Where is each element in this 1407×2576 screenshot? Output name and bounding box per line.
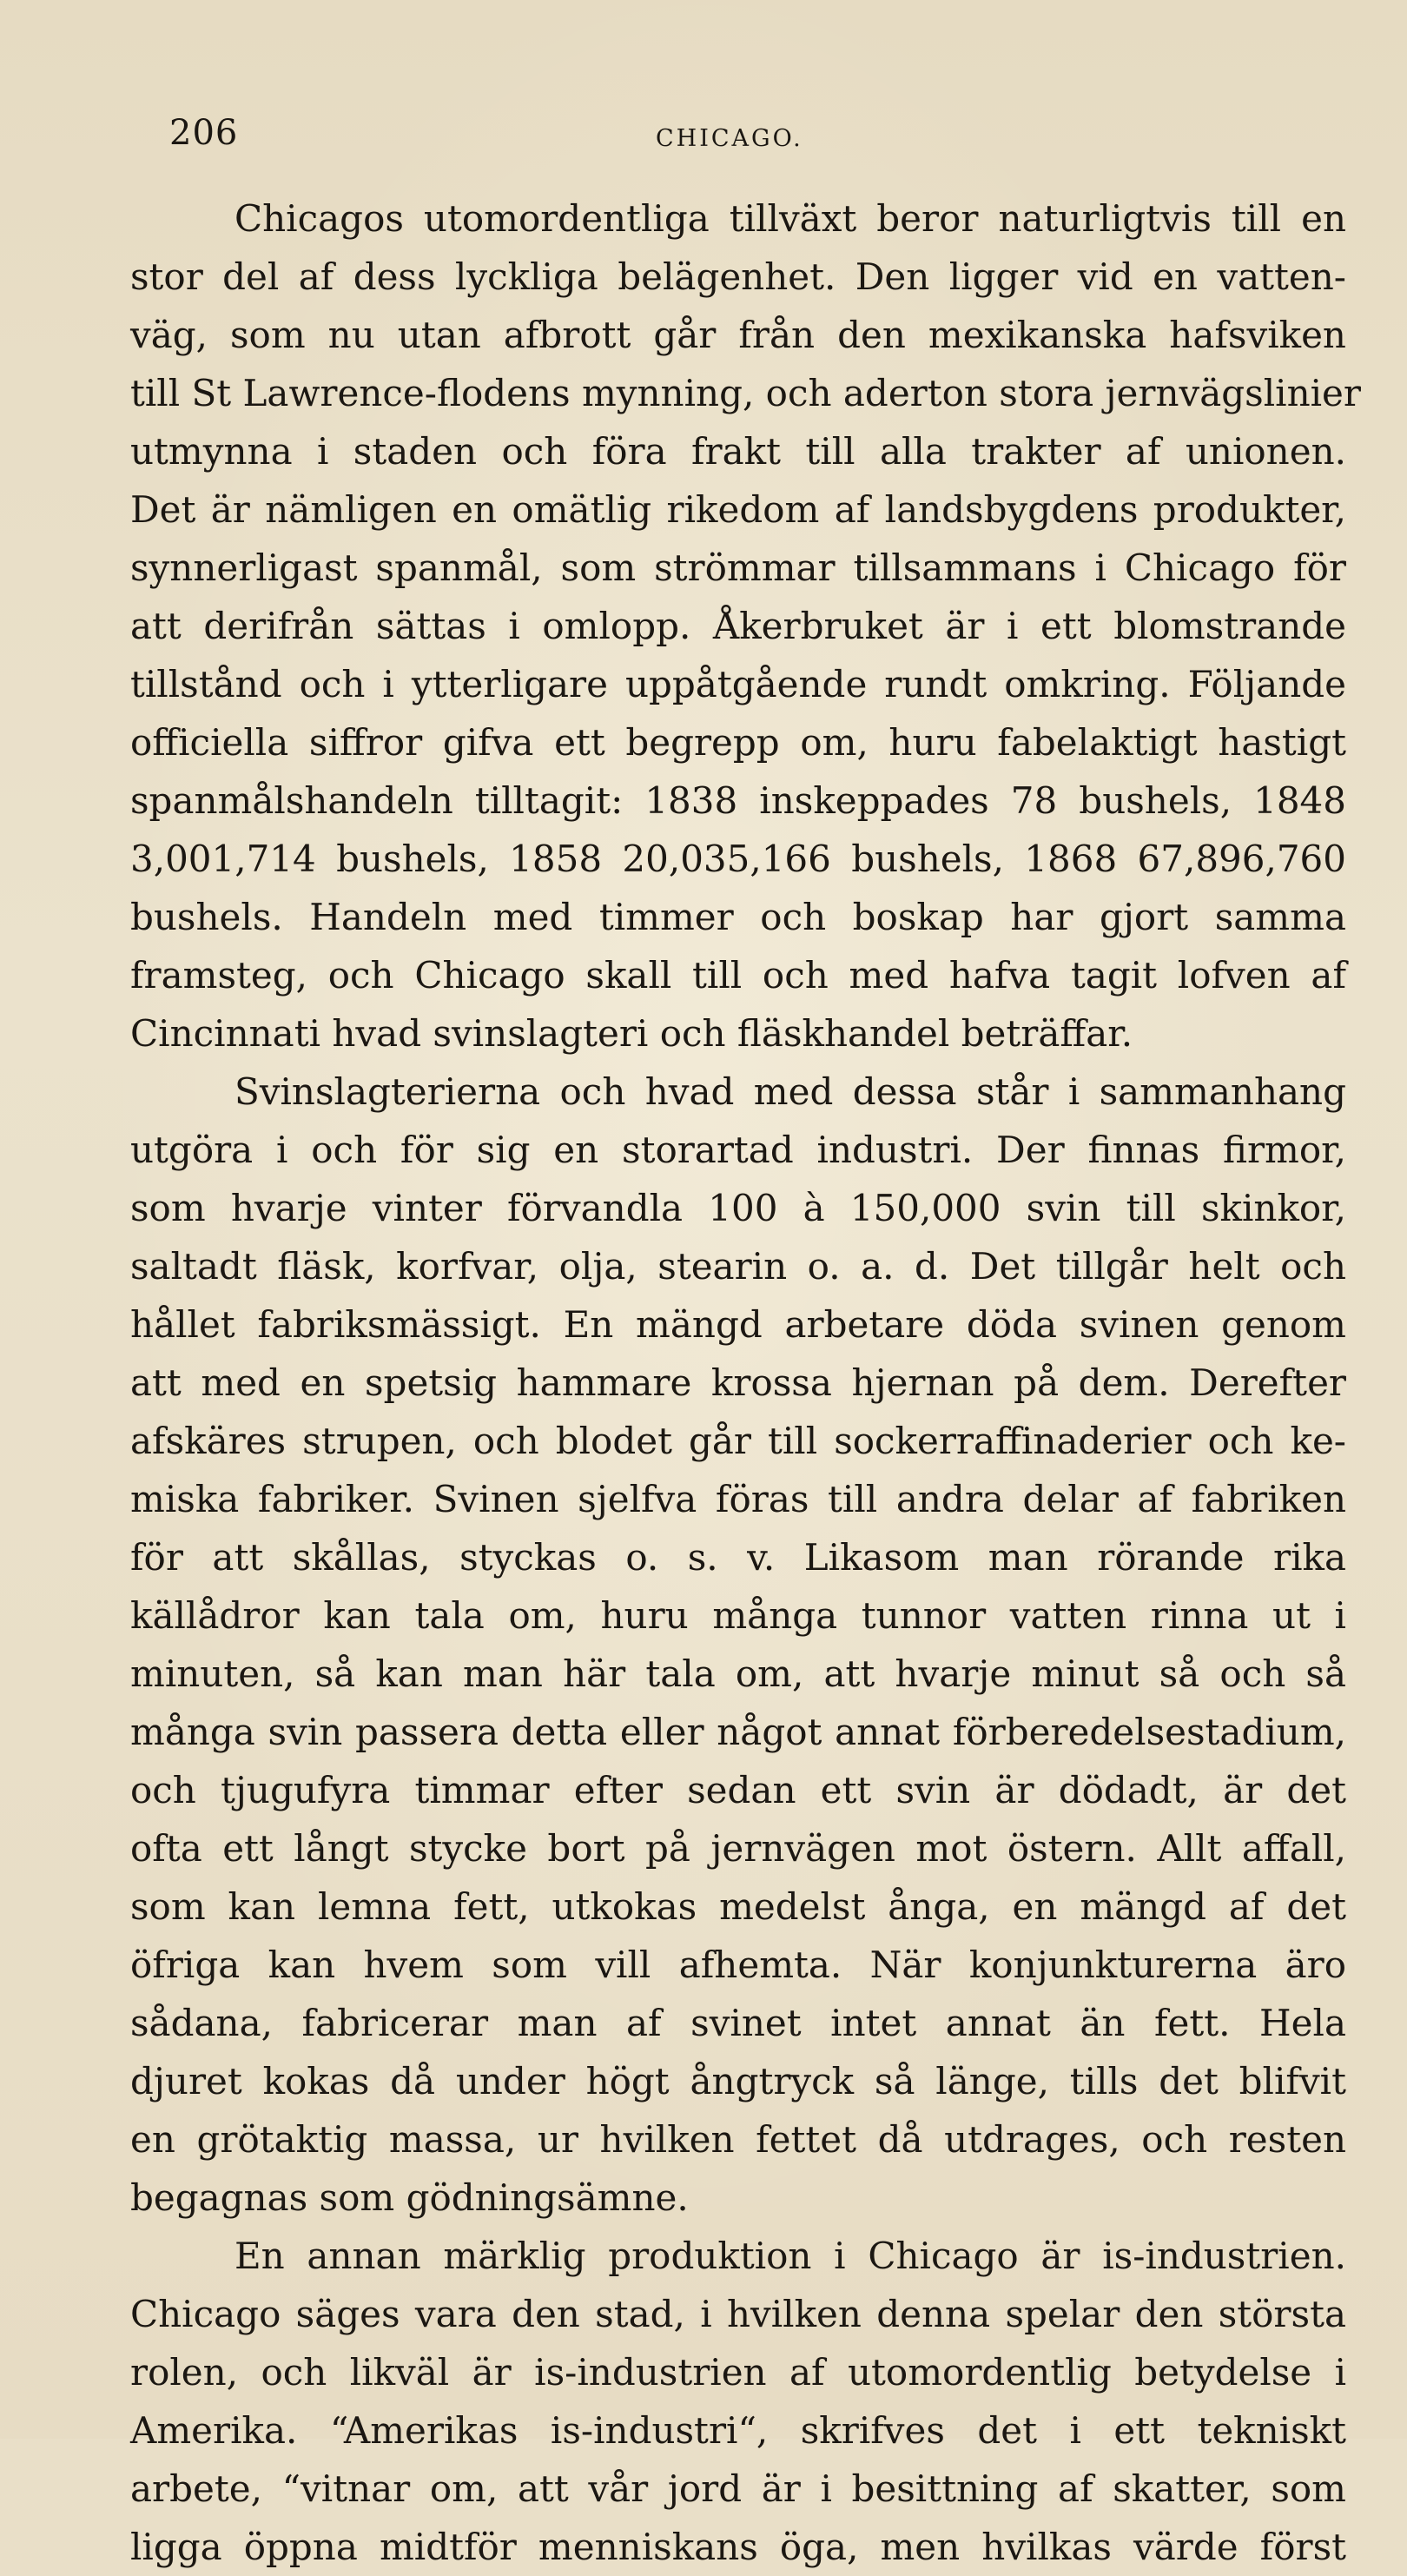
body-text [130,189,1361,2576]
text-line: djuret kokas då under högt ångtryck så länge, tills det blifvit [130,2060,1346,2103]
text-line: en grötaktig massa, ur hvilken fettet då utdrages, och resten [130,2118,1346,2161]
text-line: stor del af dess lyckliga belägenhet. Den ligger vid en vatten- [130,255,1346,298]
text-line: miska fabriker. Svinen sjelfva föras till andra delar af fabriken [130,1478,1346,1520]
text-line: afskäres strupen, och blodet går till sockerraffinaderier och ke- [130,1420,1346,1462]
text-line: att derifrån sättas i omlopp. Åkerbruket är i ett blomstrande [130,605,1346,647]
text-line: rolen, och likväl är is-industrien af utomordentlig betydelse i [130,2351,1346,2394]
text-line: öfriga kan hvem som vill afhemta. När konjunkturerna äro [130,1944,1346,1986]
text-line: många svin passera detta eller något annat förberedelsestadium, [130,1711,1346,1753]
text-line: att med en spetsig hammare krossa hjernan på dem. Derefter [130,1361,1346,1404]
running-title: CHICAGO. [656,125,803,152]
text-line: Svinslagterierna och hvad med dessa står i sammanhang [234,1070,1346,1113]
text-line: bushels. Handeln med timmer och boskap har gjort samma [130,896,1346,938]
text-line: utmynna i staden och föra frakt till alla trakter af unionen. [130,430,1346,473]
running-head [169,113,1342,165]
text-line: 3,001,714 bushels, 1858 20,035,166 bushels, 1868 67,896,760 [130,838,1346,880]
text-line: saltadt fläsk, korfvar, olja, stearin o. a. d. Det tillgår helt och [130,1245,1346,1288]
page-number: 206 [169,113,239,153]
text-line: ofta ett långt stycke bort på jernvägen mot östern. Allt affall, [130,1827,1346,1870]
text-line: tillstånd och i ytterligare uppåtgående rundt omkring. Följande [130,663,1346,705]
text-line: synnerligast spanmål, som strömmar tillsammans i Chicago för [130,546,1346,589]
text-line: Amerika. “Amerikas is-industri“, skrifves det i ett tekniskt [130,2409,1346,2452]
text-line: begagnas som gödningsämne. [130,2176,689,2219]
text-line: Chicagos utomordentliga tillväxt beror naturligtvis till en [234,197,1346,240]
text-line: arbete, “vitnar om, att vår jord är i besittning af skatter, som [130,2467,1346,2510]
text-line: väg, som nu utan afbrott går från den mexikanska hafsviken [130,314,1346,356]
text-line: ligga öppna midtför menniskans öga, men hvilkas värde först [130,2526,1346,2568]
text-line: sådana, fabricerar man af svinet intet annat än fett. Hela [130,2002,1346,2044]
paragraph [130,1063,1346,2227]
paragraph [130,189,1361,1063]
text-line: Cincinnati hvad svinslagteri och fläskhandel beträffar. [130,1012,1133,1055]
paragraph [130,2227,1346,2576]
text-line: till St Lawrence-flodens mynning, och aderton stora jernvägslinier [130,372,1361,414]
text-line: källådror kan tala om, huru många tunnor vatten rinna ut i [130,1594,1346,1637]
text-line: som kan lemna fett, utkokas medelst ånga, en mängd af det [130,1885,1346,1928]
text-line: för att skållas, styckas o. s. v. Likasom man rörande rika [130,1536,1346,1579]
text-line: minuten, så kan man här tala om, att hvarje minut så och så [130,1652,1346,1695]
text-line: som hvarje vinter förvandla 100 à 150,000 svin till skinkor, [130,1187,1346,1229]
text-line: Chicago säges vara den stad, i hvilken denna spelar den största [130,2293,1346,2335]
text-line: spanmålshandeln tilltagit: 1838 inskeppades 78 bushels, 1848 [130,779,1346,822]
text-line: officiella siffror gifva ett begrepp om, huru fabelaktigt hastigt [130,721,1346,764]
text-line: framsteg, och Chicago skall till och med hafva tagit lofven af [130,954,1346,997]
text-line: En annan märklig produktion i Chicago är is-industrien. [234,2235,1346,2277]
text-line: hållet fabriksmässigt. En mängd arbetare döda svinen genom [130,1303,1346,1346]
text-line: utgöra i och för sig en storartad industri. Der finnas firmor, [130,1129,1346,1171]
text-line: och tjugufyra timmar efter sedan ett svin är dödadt, är det [130,1769,1346,1811]
text-line: Det är nämligen en omätlig rikedom af landsbygdens produkter, [130,488,1346,531]
